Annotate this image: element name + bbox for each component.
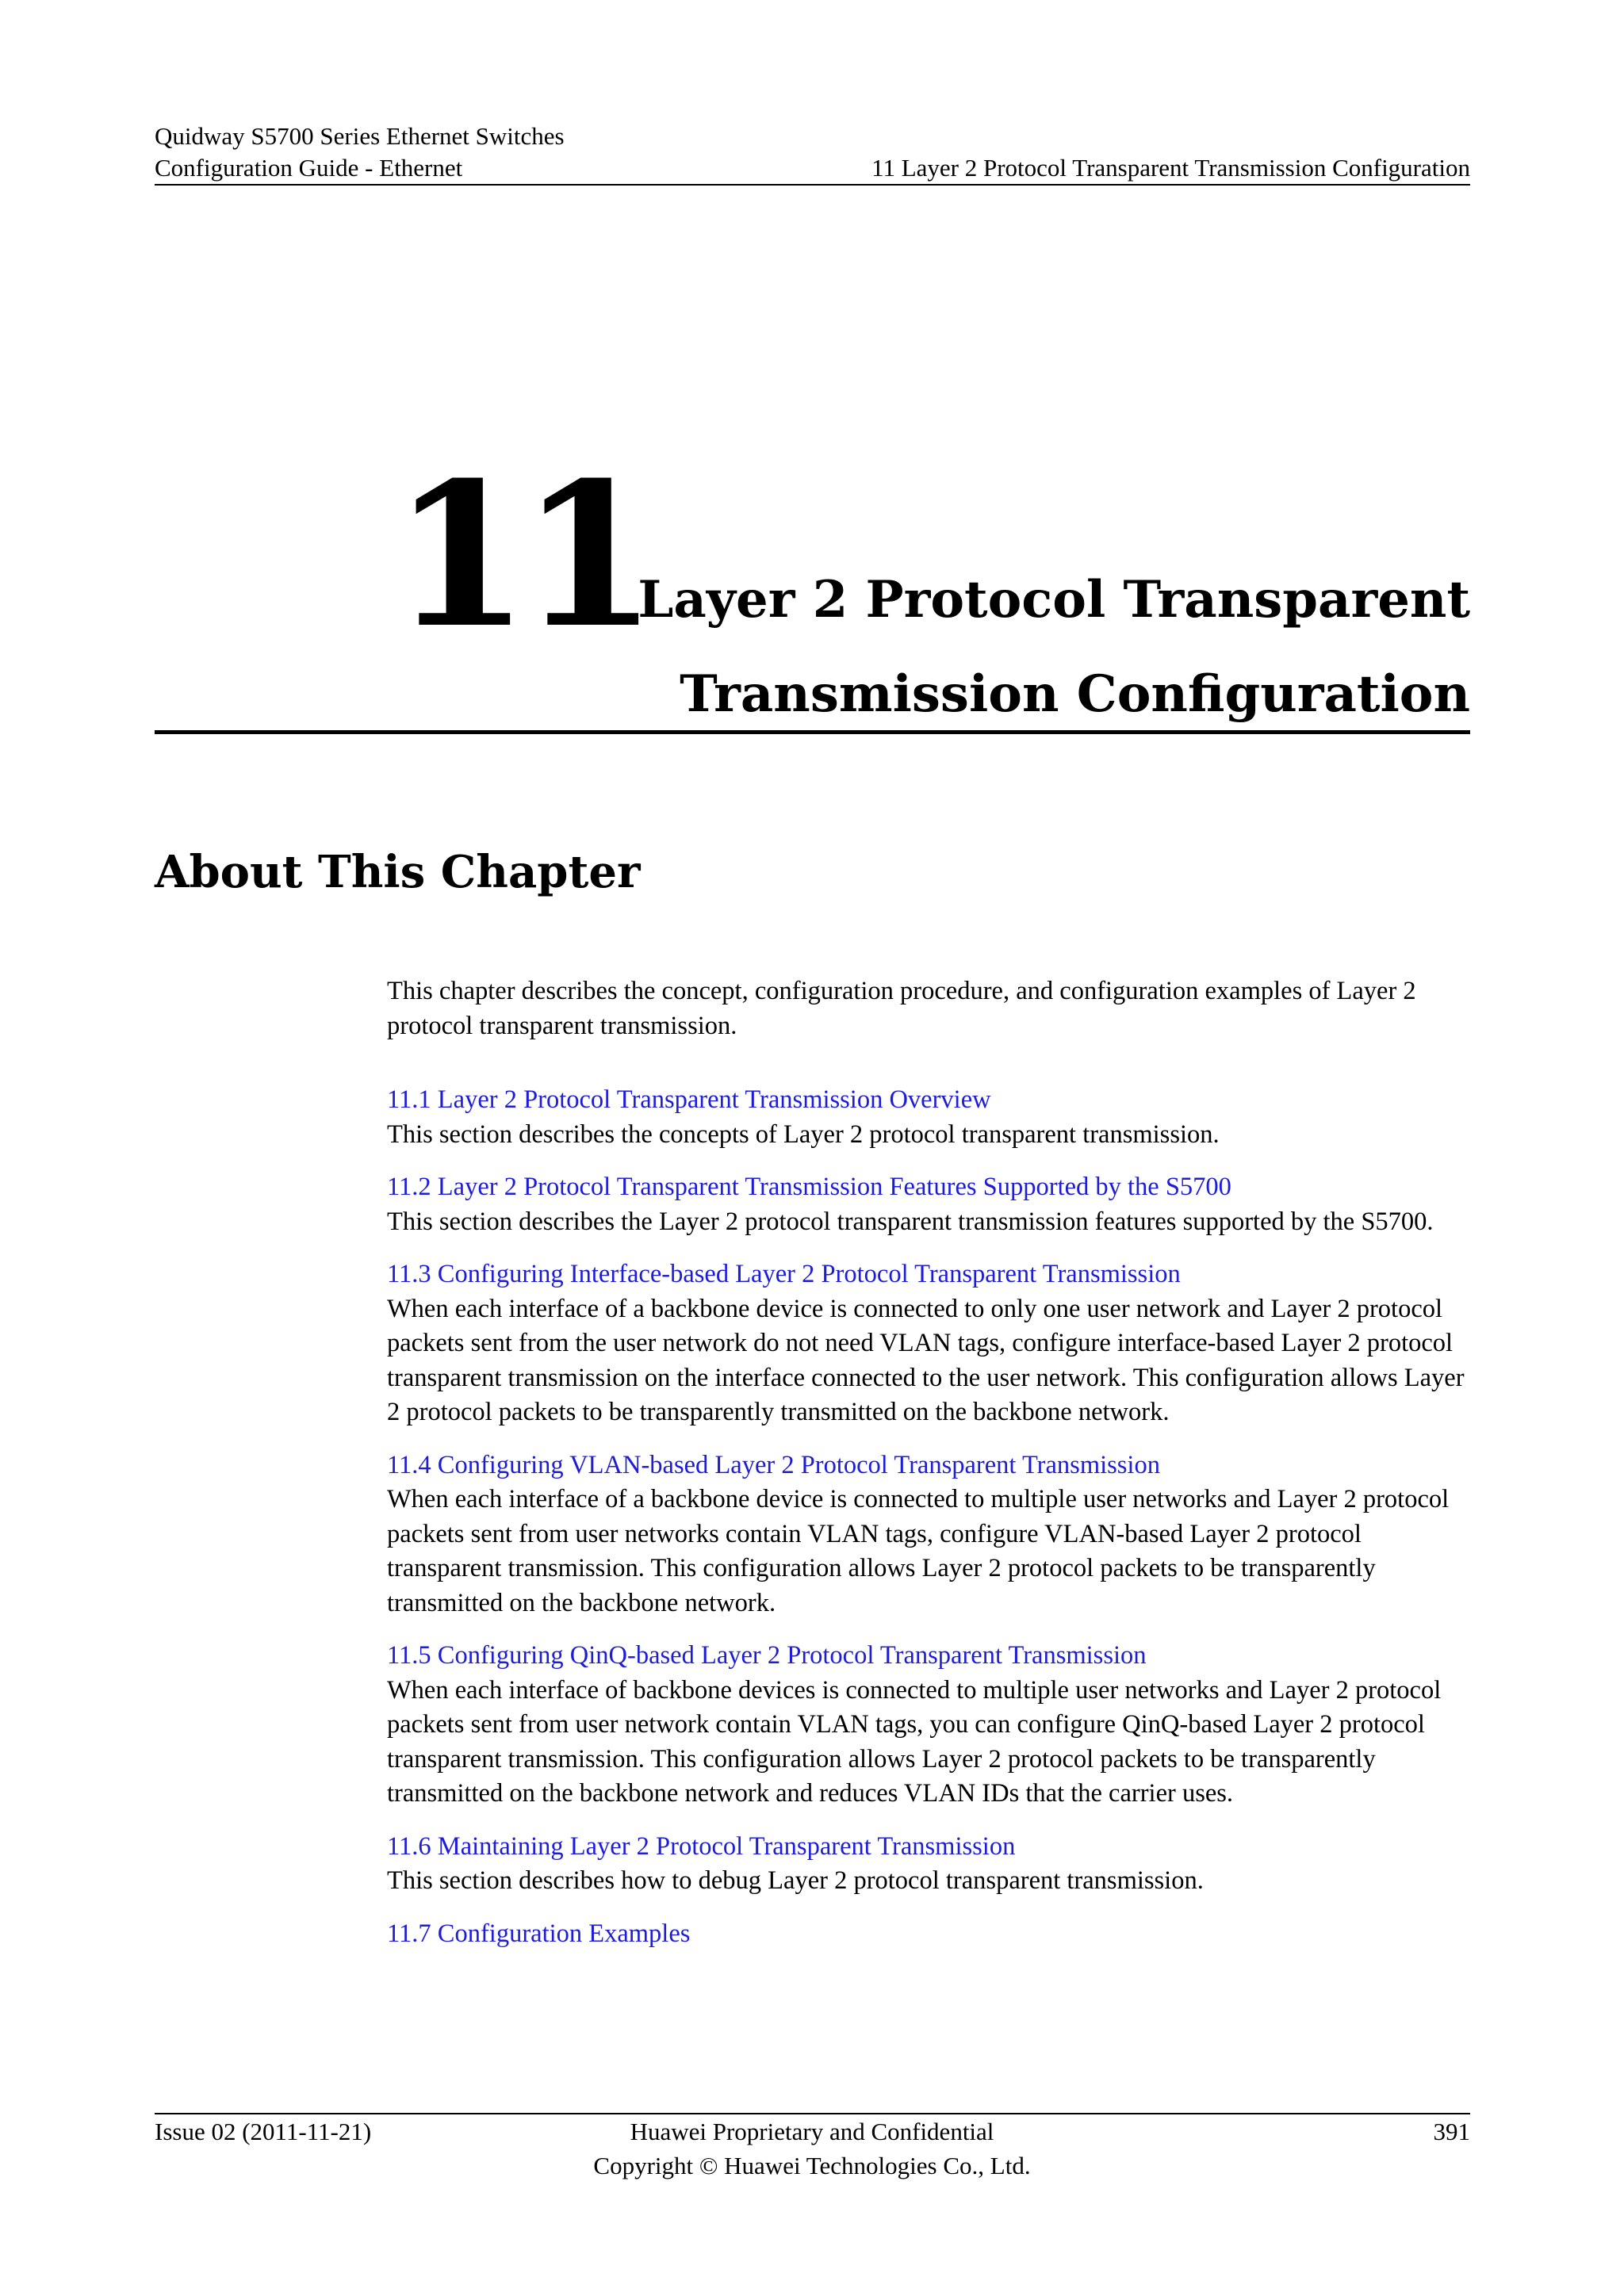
toc-link-11-1[interactable]: 11.1 Layer 2 Protocol Transparent Transmission Overview xyxy=(387,1085,991,1114)
toc-link-11-3[interactable]: 11.3 Configuring Interface-based Layer 2 Protocol Transparent Transmission xyxy=(387,1260,1181,1288)
header-divider xyxy=(155,184,1470,186)
chapter-number: 11 xyxy=(392,438,649,672)
header-chapter: 11 Layer 2 Protocol Transparent Transmission Configuration xyxy=(871,154,1470,182)
footer-center xyxy=(495,2114,1129,2183)
toc-description: This section describes the concepts of Layer 2 protocol transparent transmission. xyxy=(387,1119,1220,1149)
title-divider xyxy=(155,730,1470,734)
header-guide: Configuration Guide - Ethernet xyxy=(155,154,463,182)
footer-issue: Issue 02 (2011-11-21) xyxy=(155,2118,372,2145)
chapter-title-line-1: Layer 2 Protocol Transparent xyxy=(638,570,1470,629)
toc-entry xyxy=(387,1448,1473,1621)
footer-confidential: Huawei Proprietary and Confidential xyxy=(630,2118,994,2145)
header-product: Quidway S5700 Series Ethernet Switches xyxy=(155,122,565,150)
toc-description: This section describes how to debug Layer 2 protocol transparent transmission. xyxy=(387,1866,1204,1895)
toc-description: When each interface of backbone devices is connected to multiple user networks and Layer 2 protocol packets sent from user network contain VLAN tags, you can configure QinQ-based Layer 2 protocol transparent transmission. This configuration allows Layer 2 protocol packets to be transparently transmitted on the backbone network and reduces VLAN IDs that the carrier uses. xyxy=(387,1675,1442,1808)
toc-link-11-6[interactable]: 11.6 Maintaining Layer 2 Protocol Transparent Transmission xyxy=(387,1831,1016,1861)
footer-copyright: Copyright © Huawei Technologies Co., Ltd. xyxy=(593,2152,1031,2179)
toc-description: When each interface of a backbone device is connected to multiple user networks and Layer 2 protocol packets sent from user networks contain VLAN tags, configure VLAN-based Layer 2 protocol transparent transmission. This configuration allows Layer 2 protocol packets to be transparently transmitted on the backbone network. xyxy=(387,1485,1450,1617)
toc-entry xyxy=(387,1170,1473,1239)
toc-entry xyxy=(387,1917,1473,1952)
toc-link-11-2[interactable]: 11.2 Layer 2 Protocol Transparent Transmission Features Supported by the S5700 xyxy=(387,1173,1231,1201)
section-heading: About This Chapter xyxy=(155,846,641,898)
intro-paragraph: This chapter describes the concept, configuration procedure, and configuration examples of Layer 2 protocol transparent transmission. xyxy=(387,977,1416,1040)
toc-entry xyxy=(387,1257,1473,1430)
footer-page-number: 391 xyxy=(1433,2118,1470,2145)
toc-description: This section describes the Layer 2 protocol transparent transmission features supported by the S5700. xyxy=(387,1207,1434,1236)
toc-link-11-5[interactable]: 11.5 Configuring QinQ-based Layer 2 Protocol Transparent Transmission xyxy=(387,1641,1147,1670)
toc-link-11-7[interactable]: 11.7 Configuration Examples xyxy=(387,1919,691,1948)
toc-entry xyxy=(387,1830,1473,1899)
chapter-title-line-2: Transmission Configuration xyxy=(680,664,1470,724)
toc-entry xyxy=(387,1083,1473,1152)
toc-link-11-4[interactable]: 11.4 Configuring VLAN-based Layer 2 Protocol Transparent Transmission xyxy=(387,1450,1160,1479)
chapter-body xyxy=(387,974,1473,1969)
toc-entry xyxy=(387,1639,1473,1812)
toc-description: When each interface of a backbone device is connected to only one user network and Layer 2 protocol packets sent from the user network do not need VLAN tags, configure interface-based Layer 2 protocol transparent transmission on the interface connected to the user network. This configuration allows Layer 2 protocol packets to be transparently transmitted on the backbone network. xyxy=(387,1294,1465,1426)
